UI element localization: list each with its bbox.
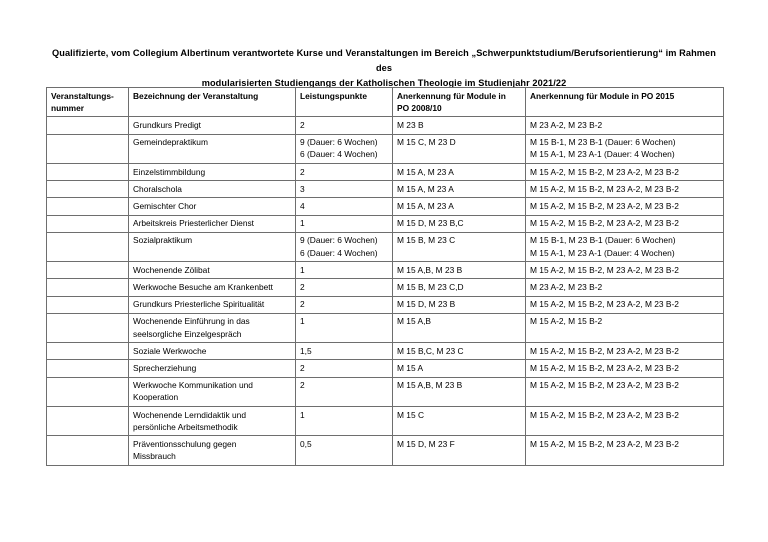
cell-bezeichnung-line-1: Gemischter Chor <box>133 200 197 211</box>
cell-bezeichnung <box>129 164 296 181</box>
cell-po-2008-10 <box>393 279 526 296</box>
cell-po-2015 <box>526 134 724 163</box>
cell-po-2008-10 <box>393 313 526 342</box>
cell-bezeichnung <box>129 262 296 279</box>
cell-leistungspunkte <box>296 215 393 232</box>
cell-po-2015-line-1: M 15 A-2, M 15 B-2, M 23 A-2, M 23 B-2 <box>530 409 679 420</box>
cell-bezeichnung <box>129 198 296 215</box>
cell-po-2015-line-1: M 15 B-1, M 23 B-1 (Dauer: 6 Wochen) <box>530 137 676 148</box>
cell-leistungspunkte <box>296 360 393 377</box>
cell-po-2008-10 <box>393 181 526 198</box>
table-row <box>47 313 724 342</box>
cell-po-2008-10-line-1: M 15 B,C, M 23 C <box>397 345 464 356</box>
cell-po-2008-10-line-1: M 15 D, M 23 B <box>397 299 456 310</box>
cell-po-2015-line-1: M 15 A-2, M 15 B-2, M 23 A-2, M 23 B-2 <box>530 345 679 356</box>
column-header-po-2008-10-line-1: Anerkennung für Module in <box>397 90 506 101</box>
cell-leistungspunkte-line-1: 2 <box>300 281 305 292</box>
cell-leistungspunkte-line-1: 2 <box>300 299 305 310</box>
cell-leistungspunkte <box>296 377 393 406</box>
cell-po-2008-10 <box>393 164 526 181</box>
cell-bezeichnung <box>129 232 296 261</box>
cell-po-2008-10-line-1: M 15 A, M 23 A <box>397 200 454 211</box>
cell-bezeichnung-line-1: Wochenende Lerndidaktik und <box>133 409 246 420</box>
cell-po-2015-line-1: M 15 A-2, M 15 B-2, M 23 A-2, M 23 B-2 <box>530 200 679 211</box>
cell-po-2008-10 <box>393 296 526 313</box>
table-row <box>47 181 724 198</box>
table-row <box>47 215 724 232</box>
cell-leistungspunkte <box>296 117 393 134</box>
cell-bezeichnung-line-1: Soziale Werkwoche <box>133 345 207 356</box>
cell-bezeichnung-line-1: Gemeindepraktikum <box>133 137 208 148</box>
courses-table <box>46 87 724 466</box>
cell-bezeichnung-line-1: Choralschola <box>133 183 182 194</box>
cell-po-2015 <box>526 232 724 261</box>
cell-po-2008-10-line-1: M 15 A,B <box>397 316 431 327</box>
cell-po-2015 <box>526 407 724 436</box>
cell-veranstaltungsnummer <box>47 360 129 377</box>
cell-veranstaltungsnummer <box>47 262 129 279</box>
column-header-po-2015 <box>526 88 724 117</box>
page-title-line-2: modularisierten Studiengangs der Katholischen Theologie im Studienjahr 2021/22 <box>201 78 567 88</box>
cell-po-2015 <box>526 164 724 181</box>
cell-po-2015-line-1: M 15 A-2, M 15 B-2, M 23 A-2, M 23 B-2 <box>530 380 679 391</box>
cell-po-2015 <box>526 313 724 342</box>
cell-bezeichnung-line-2: persönliche Arbeitsmethodik <box>133 421 238 432</box>
cell-po-2008-10 <box>393 215 526 232</box>
cell-po-2008-10-line-1: M 15 A,B, M 23 B <box>397 264 463 275</box>
column-header-po-2008-10-line-2: PO 2008/10 <box>397 102 442 113</box>
table-row <box>47 164 724 181</box>
cell-bezeichnung-line-2: Missbrauch <box>133 451 176 462</box>
cell-po-2015-line-2: M 15 A-1, M 23 A-1 (Dauer: 4 Wochen) <box>530 247 675 258</box>
cell-po-2008-10 <box>393 117 526 134</box>
cell-bezeichnung-line-1: Grundkurs Predigt <box>133 119 201 130</box>
cell-bezeichnung-line-1: Sprecherziehung <box>133 362 197 373</box>
cell-po-2015-line-1: M 15 A-2, M 15 B-2 <box>530 316 603 327</box>
cell-po-2008-10-line-1: M 15 D, M 23 B,C <box>397 218 464 229</box>
table-row <box>47 360 724 377</box>
cell-veranstaltungsnummer <box>47 164 129 181</box>
cell-po-2015-line-2: M 15 A-1, M 23 A-1 (Dauer: 4 Wochen) <box>530 149 675 160</box>
cell-bezeichnung-line-1: Arbeitskreis Priesterlicher Dienst <box>133 218 255 229</box>
table-header-row <box>47 88 724 117</box>
cell-bezeichnung <box>129 343 296 360</box>
cell-bezeichnung-line-1: Werkwoche Kommunikation und <box>133 380 253 391</box>
cell-veranstaltungsnummer <box>47 181 129 198</box>
cell-leistungspunkte-line-1: 1 <box>300 264 305 275</box>
cell-bezeichnung <box>129 360 296 377</box>
cell-po-2015-line-1: M 15 A-2, M 15 B-2, M 23 A-2, M 23 B-2 <box>530 218 679 229</box>
column-header-po-2008-10 <box>393 88 526 117</box>
cell-bezeichnung <box>129 134 296 163</box>
cell-veranstaltungsnummer <box>47 407 129 436</box>
cell-bezeichnung-line-1: Wochenende Zölibat <box>133 264 210 275</box>
cell-po-2008-10 <box>393 262 526 279</box>
cell-veranstaltungsnummer <box>47 134 129 163</box>
table-row <box>47 296 724 313</box>
cell-po-2015 <box>526 279 724 296</box>
cell-bezeichnung <box>129 279 296 296</box>
cell-po-2015-line-1: M 15 A-2, M 15 B-2, M 23 A-2, M 23 B-2 <box>530 362 679 373</box>
cell-leistungspunkte-line-1: 4 <box>300 200 305 211</box>
cell-veranstaltungsnummer <box>47 117 129 134</box>
table-row <box>47 407 724 436</box>
cell-bezeichnung-line-1: Präventionsschulung gegen <box>133 438 237 449</box>
table-row <box>47 279 724 296</box>
cell-leistungspunkte <box>296 279 393 296</box>
cell-veranstaltungsnummer <box>47 436 129 465</box>
table-header <box>47 88 724 117</box>
cell-bezeichnung <box>129 313 296 342</box>
cell-po-2015 <box>526 343 724 360</box>
cell-po-2008-10-line-1: M 15 A,B, M 23 B <box>397 380 463 391</box>
cell-po-2015-line-1: M 15 A-2, M 15 B-2, M 23 A-2, M 23 B-2 <box>530 299 679 310</box>
cell-veranstaltungsnummer <box>47 232 129 261</box>
column-header-po-2015-line-1: Anerkennung für Module in PO 2015 <box>530 90 675 101</box>
cell-leistungspunkte-line-1: 9 (Dauer: 6 Wochen) <box>300 137 378 148</box>
cell-veranstaltungsnummer <box>47 215 129 232</box>
cell-leistungspunkte-line-1: 3 <box>300 183 305 194</box>
cell-po-2008-10-line-1: M 15 C, M 23 D <box>397 137 456 148</box>
cell-po-2008-10 <box>393 360 526 377</box>
cell-bezeichnung <box>129 377 296 406</box>
cell-leistungspunkte-line-1: 2 <box>300 380 305 391</box>
cell-po-2015-line-1: M 15 A-2, M 15 B-2, M 23 A-2, M 23 B-2 <box>530 183 679 194</box>
cell-leistungspunkte-line-1: 0,5 <box>300 438 312 449</box>
cell-leistungspunkte-line-1: 1 <box>300 316 305 327</box>
table-row <box>47 262 724 279</box>
page-title-line-1: Qualifizierte, vom Collegium Albertinum verantwortete Kurse und Veranstaltungen im Bereich „Schwerpunktstudium/Berufsorientierung“ im Rahmen des <box>52 48 716 73</box>
cell-leistungspunkte-line-1: 2 <box>300 166 305 177</box>
cell-po-2008-10-line-1: M 23 B <box>397 119 424 130</box>
cell-po-2015-line-1: M 15 A-2, M 15 B-2, M 23 A-2, M 23 B-2 <box>530 264 679 275</box>
page-title <box>48 46 720 91</box>
cell-po-2015 <box>526 436 724 465</box>
cell-leistungspunkte-line-1: 2 <box>300 119 305 130</box>
table-row <box>47 377 724 406</box>
cell-bezeichnung-line-1: Grundkurs Priesterliche Spiritualität <box>133 299 265 310</box>
cell-veranstaltungsnummer <box>47 198 129 215</box>
cell-po-2008-10 <box>393 134 526 163</box>
cell-po-2008-10 <box>393 232 526 261</box>
cell-po-2015-line-1: M 23 A-2, M 23 B-2 <box>530 281 603 292</box>
cell-po-2015 <box>526 215 724 232</box>
cell-po-2015-line-1: M 15 A-2, M 15 B-2, M 23 A-2, M 23 B-2 <box>530 166 679 177</box>
cell-po-2008-10-line-1: M 15 C <box>397 409 424 420</box>
cell-po-2008-10-line-1: M 15 A, M 23 A <box>397 183 454 194</box>
cell-bezeichnung <box>129 215 296 232</box>
cell-po-2008-10 <box>393 198 526 215</box>
cell-leistungspunkte <box>296 436 393 465</box>
cell-bezeichnung-line-1: Wochenende Einführung in das <box>133 316 250 327</box>
cell-po-2008-10-line-1: M 15 B, M 23 C <box>397 235 456 246</box>
cell-veranstaltungsnummer <box>47 296 129 313</box>
table-row <box>47 343 724 360</box>
cell-leistungspunkte <box>296 262 393 279</box>
table-row <box>47 134 724 163</box>
cell-bezeichnung-line-2: Kooperation <box>133 392 179 403</box>
cell-veranstaltungsnummer <box>47 377 129 406</box>
cell-po-2008-10-line-1: M 15 A <box>397 362 424 373</box>
cell-leistungspunkte <box>296 343 393 360</box>
cell-leistungspunkte <box>296 164 393 181</box>
cell-bezeichnung-line-1: Werkwoche Besuche am Krankenbett <box>133 281 273 292</box>
column-header-veranstaltungsnummer-line-1: Veranstaltungs- <box>51 90 114 101</box>
table-row <box>47 198 724 215</box>
cell-leistungspunkte-line-1: 1 <box>300 409 305 420</box>
table-row <box>47 436 724 465</box>
column-header-bezeichnung <box>129 88 296 117</box>
table-row <box>47 232 724 261</box>
column-header-leistungspunkte-line-1: Leistungspunkte <box>300 90 368 101</box>
cell-bezeichnung-line-1: Einzelstimmbildung <box>133 166 206 177</box>
cell-leistungspunkte <box>296 232 393 261</box>
column-header-leistungspunkte <box>296 88 393 117</box>
cell-po-2008-10-line-1: M 15 A, M 23 A <box>397 166 454 177</box>
cell-bezeichnung-line-2: seelsorgliche Einzelgespräch <box>133 328 242 339</box>
cell-leistungspunkte-line-1: 2 <box>300 362 305 373</box>
cell-leistungspunkte-line-1: 1 <box>300 218 305 229</box>
cell-leistungspunkte-line-2: 6 (Dauer: 4 Wochen) <box>300 247 378 258</box>
cell-bezeichnung <box>129 436 296 465</box>
column-header-veranstaltungsnummer-line-2: nummer <box>51 102 85 113</box>
cell-leistungspunkte <box>296 198 393 215</box>
cell-bezeichnung <box>129 296 296 313</box>
cell-veranstaltungsnummer <box>47 279 129 296</box>
cell-po-2015 <box>526 198 724 215</box>
cell-po-2008-10-line-1: M 15 D, M 23 F <box>397 438 455 449</box>
cell-po-2015-line-1: M 15 A-2, M 15 B-2, M 23 A-2, M 23 B-2 <box>530 438 679 449</box>
cell-leistungspunkte-line-2: 6 (Dauer: 4 Wochen) <box>300 149 378 160</box>
column-header-bezeichnung-line-1: Bezeichnung der Veranstaltung <box>133 90 259 101</box>
cell-leistungspunkte <box>296 181 393 198</box>
cell-po-2008-10 <box>393 377 526 406</box>
cell-po-2015 <box>526 262 724 279</box>
column-header-veranstaltungsnummer <box>47 88 129 117</box>
cell-leistungspunkte <box>296 134 393 163</box>
cell-po-2008-10 <box>393 407 526 436</box>
cell-leistungspunkte-line-1: 1,5 <box>300 345 312 356</box>
cell-po-2008-10-line-1: M 15 B, M 23 C,D <box>397 281 464 292</box>
cell-po-2008-10 <box>393 436 526 465</box>
cell-po-2008-10 <box>393 343 526 360</box>
cell-po-2015-line-1: M 23 A-2, M 23 B-2 <box>530 119 603 130</box>
cell-po-2015 <box>526 360 724 377</box>
cell-bezeichnung-line-1: Sozialpraktikum <box>133 235 193 246</box>
cell-po-2015 <box>526 181 724 198</box>
table-row <box>47 117 724 134</box>
cell-po-2015-line-1: M 15 B-1, M 23 B-1 (Dauer: 6 Wochen) <box>530 235 676 246</box>
cell-leistungspunkte <box>296 313 393 342</box>
cell-bezeichnung <box>129 407 296 436</box>
cell-bezeichnung <box>129 181 296 198</box>
cell-leistungspunkte-line-1: 9 (Dauer: 6 Wochen) <box>300 235 378 246</box>
cell-po-2015 <box>526 117 724 134</box>
cell-veranstaltungsnummer <box>47 343 129 360</box>
table-body <box>47 117 724 465</box>
cell-bezeichnung <box>129 117 296 134</box>
cell-leistungspunkte <box>296 296 393 313</box>
cell-po-2015 <box>526 296 724 313</box>
cell-po-2015 <box>526 377 724 406</box>
cell-veranstaltungsnummer <box>47 313 129 342</box>
cell-leistungspunkte <box>296 407 393 436</box>
